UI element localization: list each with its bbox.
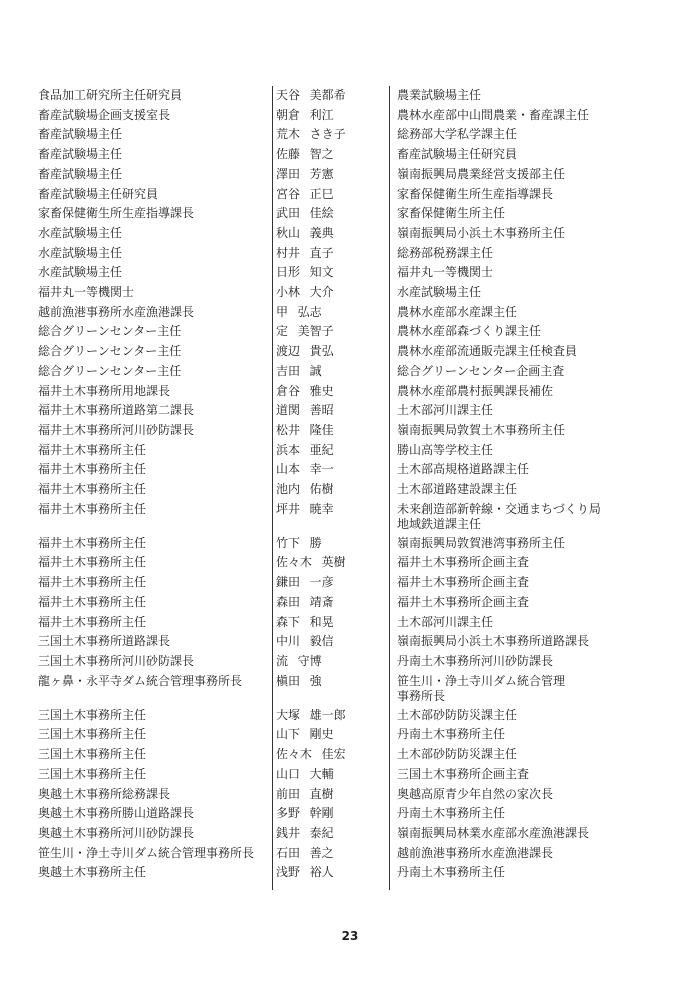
- new-post-line: 家畜保健衛生所主任: [397, 206, 506, 221]
- given-name: 隆佳: [309, 422, 334, 437]
- given-name: 美智子: [297, 324, 334, 339]
- given-name: 幹剛: [309, 806, 334, 821]
- new-post-line: 農林水産部森づくり課主任: [397, 324, 542, 339]
- new-post: [393, 86, 658, 106]
- new-post-line: 丹南土木事務所主任: [397, 865, 506, 880]
- table-row: [38, 165, 658, 185]
- given-name: 大輔: [309, 766, 334, 781]
- surname: 森田: [276, 594, 301, 609]
- new-post: [393, 224, 658, 244]
- page-number: 23: [341, 929, 359, 943]
- given-name: 和晃: [309, 614, 334, 629]
- given-name: 佳絵: [309, 206, 334, 221]
- person-name: [272, 244, 393, 264]
- given-name: 幸一: [309, 462, 334, 477]
- previous-post: 笹生川・浄土寺川ダム統合管理事務所長: [38, 845, 255, 860]
- new-post: [393, 362, 658, 382]
- new-post-line: 土木部道路建設課主任: [397, 482, 518, 497]
- previous-post: 畜産試験場企画支援室長: [38, 107, 171, 122]
- new-post-line: 福井丸一等機関士: [397, 265, 494, 280]
- person-name: [272, 652, 393, 672]
- surname: 鎌田: [276, 575, 301, 590]
- person-name: [272, 573, 393, 593]
- given-name: 剛史: [309, 727, 334, 742]
- surname: 渡辺: [276, 344, 301, 359]
- new-post-line: 丹南土木事務所主任: [397, 806, 506, 821]
- table-row: [38, 785, 658, 805]
- given-name: 善昭: [309, 403, 334, 418]
- table-row: [38, 185, 658, 205]
- new-post-line: 勝山高等学校主任: [397, 442, 494, 457]
- new-post-line: 総務部大学私学課主任: [397, 127, 518, 142]
- surname: 荒木: [276, 127, 301, 142]
- new-post: [393, 401, 658, 421]
- person-name: [272, 303, 393, 323]
- person-name: [272, 322, 393, 342]
- new-post-line: 農林水産部農村振興課長補佐: [397, 383, 554, 398]
- surname: 竹下: [276, 535, 301, 550]
- surname: 山本: [276, 462, 301, 477]
- surname: 山口: [276, 766, 301, 781]
- previous-post: 総合グリーンセンター主任: [38, 344, 182, 359]
- person-name: [272, 185, 393, 205]
- new-post: [393, 804, 658, 824]
- new-post-line: 総務部税務課主任: [397, 245, 494, 260]
- person-name: [272, 283, 393, 303]
- table-row: [38, 145, 658, 165]
- person-name: [272, 480, 393, 500]
- person-name: [272, 745, 393, 765]
- new-post: [393, 460, 658, 480]
- surname: 坪井: [276, 501, 301, 516]
- previous-post: 福井土木事務所主任: [38, 575, 147, 590]
- person-name: [272, 165, 393, 185]
- new-post: [393, 745, 658, 765]
- table-row: [38, 421, 658, 441]
- new-post-line: 笹生川・浄土寺川ダム統合管理: [397, 673, 566, 688]
- previous-post: 水産試験場主任: [38, 225, 123, 240]
- table-row: [38, 441, 658, 461]
- surname: 流: [276, 653, 289, 668]
- previous-post: 福井土木事務所主任: [38, 442, 147, 457]
- surname: 池内: [276, 482, 301, 497]
- surname: 石田: [276, 845, 301, 860]
- new-post: [393, 283, 658, 303]
- person-name: [272, 765, 393, 785]
- new-post-line: 嶺南振興局林業水産部水産漁港課長: [397, 825, 590, 840]
- new-post: [393, 573, 658, 593]
- surname: 多野: [276, 806, 301, 821]
- given-name: 強: [309, 673, 322, 688]
- surname: 倉谷: [276, 383, 301, 398]
- table-row: [38, 204, 658, 224]
- previous-post: 福井土木事務所河川砂防課長: [38, 422, 195, 437]
- new-post-line: 土木部河川課主任: [397, 614, 494, 629]
- given-name: 誠: [309, 363, 322, 378]
- surname: 日形: [276, 265, 301, 280]
- new-post-line: 未来創造部新幹線・交通まちづくり局: [397, 501, 601, 516]
- table-row: [38, 500, 658, 534]
- table-row: [38, 863, 658, 883]
- surname: 松井: [276, 422, 301, 437]
- person-name: [272, 145, 393, 165]
- table-row: [38, 106, 658, 126]
- surname: 山下: [276, 727, 301, 742]
- table-row: [38, 593, 658, 613]
- new-post: [393, 652, 658, 672]
- given-name: 勝: [309, 535, 322, 550]
- table-row: [38, 125, 658, 145]
- new-post-line: 農林水産部流通販売課主任検査員: [397, 344, 578, 359]
- given-name: 弘志: [297, 304, 322, 319]
- previous-post: 奥越土木事務所勝山道路課長: [38, 806, 195, 821]
- new-post: [393, 765, 658, 785]
- given-name: 守博: [297, 653, 322, 668]
- surname: 槇田: [276, 673, 301, 688]
- new-post-line: 丹南土木事務所河川砂防課長: [397, 653, 554, 668]
- previous-post: 龍ヶ鼻・永平寺ダム統合管理事務所長: [38, 673, 243, 688]
- person-name: [272, 824, 393, 844]
- table-row: [38, 632, 658, 652]
- previous-post: 三国土木事務所主任: [38, 707, 147, 722]
- surname: 中川: [276, 634, 301, 649]
- previous-post: 福井土木事務所道路第二課長: [38, 403, 195, 418]
- surname: 森下: [276, 614, 301, 629]
- new-post: [393, 204, 658, 224]
- previous-post: 水産試験場主任: [38, 265, 123, 280]
- previous-post: 水産試験場主任: [38, 245, 123, 260]
- given-name: 佳宏: [321, 747, 346, 762]
- person-name: [272, 421, 393, 441]
- new-post: [393, 145, 658, 165]
- surname: 村井: [276, 245, 301, 260]
- new-post-line-2: 事務所長: [397, 688, 446, 703]
- table-row: [38, 652, 658, 672]
- surname: 朝倉: [276, 107, 301, 122]
- new-post: [393, 165, 658, 185]
- new-post: [393, 553, 658, 573]
- previous-post: 畜産試験場主任: [38, 127, 123, 142]
- surname: 天谷: [276, 88, 301, 102]
- table-row: [38, 263, 658, 283]
- surname: 吉田: [276, 363, 301, 378]
- previous-post: 食品加工研究所主任研究員: [38, 88, 183, 102]
- personnel-transfer-table: [38, 86, 658, 883]
- new-post: [393, 244, 658, 264]
- previous-post: 畜産試験場主任: [38, 166, 123, 181]
- new-post-line: 水産試験場主任: [397, 285, 482, 300]
- given-name: 一彦: [309, 575, 334, 590]
- table-row: [38, 283, 658, 303]
- surname: 大塚: [276, 707, 301, 722]
- person-name: [272, 401, 393, 421]
- given-name: 善之: [309, 845, 334, 860]
- previous-post: 三国土木事務所道路課長: [38, 634, 171, 649]
- person-name: [272, 593, 393, 613]
- person-name: [272, 553, 393, 573]
- person-name: [272, 342, 393, 362]
- given-name: 暁幸: [309, 501, 334, 516]
- given-name: 正巳: [309, 186, 334, 201]
- previous-post: 奥越土木事務所河川砂防課長: [38, 825, 195, 840]
- surname: 武田: [276, 206, 301, 221]
- new-post: [393, 500, 658, 532]
- previous-post: 奥越土木事務所主任: [38, 865, 147, 880]
- surname: 小林: [276, 285, 301, 300]
- given-name: 直子: [309, 245, 334, 260]
- new-post: [393, 824, 658, 844]
- table-row: [38, 573, 658, 593]
- given-name: 知文: [309, 265, 334, 280]
- person-name: [272, 204, 393, 224]
- new-post: [393, 322, 658, 342]
- new-post-line: 農林水産部中山間農業・畜産課主任: [397, 107, 590, 122]
- previous-post: 総合グリーンセンター主任: [38, 324, 182, 339]
- given-name: 直樹: [309, 786, 334, 801]
- new-post-line: 土木部河川課主任: [397, 403, 494, 418]
- table-row: [38, 613, 658, 633]
- person-name: [272, 500, 393, 520]
- table-row: [38, 342, 658, 362]
- new-post-line: 福井土木事務所企画主査: [397, 575, 530, 590]
- new-post: [393, 106, 658, 126]
- person-name: [272, 844, 393, 864]
- new-post-line: 福井土木事務所企画主査: [397, 555, 530, 570]
- new-post-line: 奥越高原青少年自然の家次長: [397, 786, 554, 801]
- given-name: 泰紀: [309, 825, 334, 840]
- new-post-line: 福井土木事務所企画主査: [397, 594, 530, 609]
- new-post: [393, 421, 658, 441]
- previous-post: 福井土木事務所主任: [38, 555, 147, 570]
- previous-post: 畜産試験場主任研究員: [38, 186, 159, 201]
- person-name: [272, 441, 393, 461]
- person-name: [272, 534, 393, 554]
- new-post-line: 嶺南振興局小浜土木事務所道路課長: [397, 634, 590, 649]
- given-name: 裕人: [309, 865, 334, 880]
- table-row: [38, 553, 658, 573]
- new-post: [393, 441, 658, 461]
- new-post: [393, 534, 658, 554]
- table-row: [38, 765, 658, 785]
- new-post-line: 嶺南振興局敦賀土木事務所主任: [397, 422, 566, 437]
- person-name: [272, 362, 393, 382]
- person-name: [272, 86, 393, 106]
- table-row: [38, 706, 658, 726]
- person-name: [272, 863, 393, 883]
- previous-post: 家畜保健衛生所生産指導課長: [38, 206, 195, 221]
- surname: 秋山: [276, 225, 301, 240]
- previous-post: 三国土木事務所主任: [38, 766, 147, 781]
- given-name: 雄一郎: [309, 707, 346, 722]
- previous-post: 福井土木事務所主任: [38, 501, 147, 516]
- new-post: [393, 672, 658, 704]
- person-name: [272, 382, 393, 402]
- surname: 銭井: [276, 825, 301, 840]
- new-post: [393, 303, 658, 323]
- previous-post: 三国土木事務所主任: [38, 747, 147, 762]
- table-row: [38, 303, 658, 323]
- previous-post: 福井土木事務所主任: [38, 594, 147, 609]
- surname: 佐々木: [276, 747, 313, 762]
- new-post: [393, 863, 658, 883]
- person-name: [272, 106, 393, 126]
- new-post: [393, 725, 658, 745]
- previous-post: 福井土木事務所主任: [38, 482, 147, 497]
- table-row: [38, 480, 658, 500]
- person-name: [272, 785, 393, 805]
- person-name: [272, 706, 393, 726]
- table-row: [38, 244, 658, 264]
- new-post-line: 家畜保健衛生所生産指導課長: [397, 186, 554, 201]
- given-name: 亜紀: [309, 442, 334, 457]
- given-name: 美都希: [309, 88, 346, 102]
- person-name: [272, 632, 393, 652]
- table-row: [38, 86, 658, 106]
- surname: 佐々木: [276, 555, 313, 570]
- given-name: 英樹: [321, 555, 346, 570]
- person-name: [272, 725, 393, 745]
- new-post: [393, 480, 658, 500]
- new-post-line: 嶺南振興局小浜土木事務所主任: [397, 225, 566, 240]
- previous-post: 福井土木事務所用地課長: [38, 383, 171, 398]
- table-row: [38, 362, 658, 382]
- previous-post: 三国土木事務所河川砂防課長: [38, 653, 195, 668]
- new-post-line: 土木部砂防防災課主任: [397, 747, 518, 762]
- given-name: 靖斎: [309, 594, 334, 609]
- surname: 定: [276, 324, 289, 339]
- person-name: [272, 672, 393, 692]
- person-name: [272, 460, 393, 480]
- person-name: [272, 263, 393, 283]
- person-name: [272, 224, 393, 244]
- table-row: [38, 725, 658, 745]
- table-row: [38, 745, 658, 765]
- given-name: 智之: [309, 147, 334, 162]
- new-post-line: 丹南土木事務所主任: [397, 727, 506, 742]
- surname: 佐藤: [276, 147, 301, 162]
- new-post-line: 越前漁港事務所水産漁港課長: [397, 845, 554, 860]
- given-name: 義典: [309, 225, 334, 240]
- given-name: さき子: [309, 127, 346, 142]
- given-name: 佑樹: [309, 482, 334, 497]
- table-row: [38, 322, 658, 342]
- surname: 甲: [276, 304, 289, 319]
- new-post-line: 土木部砂防防災課主任: [397, 707, 518, 722]
- previous-post: 福井土木事務所主任: [38, 535, 147, 550]
- new-post-line: 三国土木事務所企画主査: [397, 766, 530, 781]
- new-post: [393, 593, 658, 613]
- previous-post: 越前漁港事務所水産漁港課長: [38, 304, 195, 319]
- person-name: [272, 613, 393, 633]
- table-row: [38, 401, 658, 421]
- surname: 浜本: [276, 442, 301, 457]
- new-post-line: 農林水産部水産課主任: [397, 304, 518, 319]
- new-post-line: 嶺南振興局敦賀港湾事務所主任: [397, 535, 566, 550]
- new-post: [393, 342, 658, 362]
- new-post-line: 総合グリーンセンター企画主査: [397, 363, 565, 378]
- new-post-line: 農業試験場主任: [397, 88, 482, 102]
- given-name: 雅史: [309, 383, 334, 398]
- table-row: [38, 534, 658, 554]
- table-row: [38, 382, 658, 402]
- person-name: [272, 125, 393, 145]
- new-post: [393, 844, 658, 864]
- new-post-line: 嶺南振興局農業経営支援部主任: [397, 166, 566, 181]
- previous-post: 奥越土木事務所総務課長: [38, 786, 171, 801]
- table-row: [38, 672, 658, 706]
- previous-post: 畜産試験場主任: [38, 147, 123, 162]
- table-row: [38, 460, 658, 480]
- given-name: 芳憲: [309, 166, 334, 181]
- new-post: [393, 785, 658, 805]
- surname: 澤田: [276, 166, 301, 181]
- new-post-line: 畜産試験場主任研究員: [397, 147, 518, 162]
- new-post: [393, 185, 658, 205]
- given-name: 毅信: [309, 634, 334, 649]
- new-post-line: 土木部高規格道路課主任: [397, 462, 530, 477]
- previous-post: 福井土木事務所主任: [38, 614, 147, 629]
- surname: 前田: [276, 786, 301, 801]
- surname: 道関: [276, 403, 301, 418]
- new-post-line-2: 地域鉄道課主任: [397, 516, 482, 531]
- new-post: [393, 632, 658, 652]
- previous-post: 福井土木事務所主任: [38, 462, 147, 477]
- new-post: [393, 263, 658, 283]
- table-row: [38, 804, 658, 824]
- previous-post: 総合グリーンセンター主任: [38, 363, 182, 378]
- new-post: [393, 706, 658, 726]
- surname: 宮谷: [276, 186, 301, 201]
- given-name: 大介: [309, 285, 334, 300]
- new-post: [393, 382, 658, 402]
- table-row: [38, 224, 658, 244]
- table-row: [38, 844, 658, 864]
- given-name: 貴弘: [309, 344, 334, 359]
- previous-post: 福井丸一等機関士: [38, 285, 135, 300]
- new-post: [393, 125, 658, 145]
- surname: 浅野: [276, 865, 301, 880]
- table-row: [38, 824, 658, 844]
- previous-post: 三国土木事務所主任: [38, 727, 147, 742]
- given-name: 利江: [309, 107, 334, 122]
- person-name: [272, 804, 393, 824]
- new-post: [393, 613, 658, 633]
